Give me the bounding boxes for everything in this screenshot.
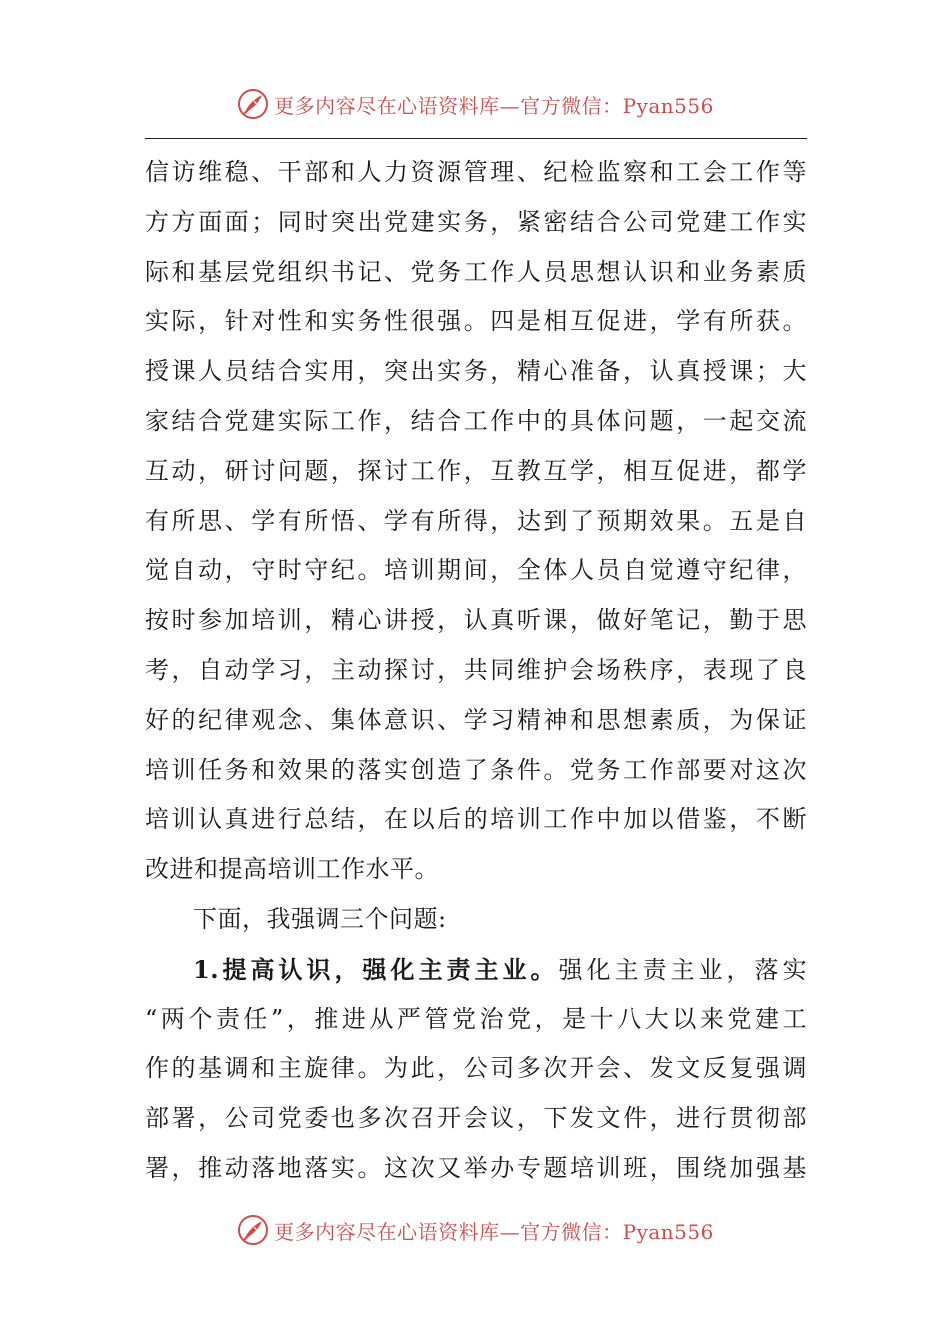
point-1-text: 强化主责主业，落实 [558,955,807,984]
text-line: 署，推动落地落实。这次又举办专题培训班，围绕加强基 [145,1153,807,1182]
text-line: 方方面面；同时突出党建实务，紧密结合公司党建工作实 [145,207,807,236]
text-line: 家结合党建实际工作，结合工作中的具体问题，一起交流 [145,406,807,435]
text-line: 信访维稳、干部和人力资源管理、纪检监察和工会工作等 [145,158,807,186]
quill-pen-logo-icon [236,1213,270,1247]
text-line: 好的纪律观念、集体意识、学习精神和思想素质，为保证 [145,705,807,734]
text-line: 作的基调和主旋律。为此，公司多次开会、发文反复强调 [145,1054,807,1083]
header-watermark [0,86,950,122]
text-line: 实际，针对性和实务性很强。四是相互促进，学有所获。 [145,307,807,336]
text-line: 互动，研讨问题，探讨工作，互教互学，相互促进，都学 [145,456,807,485]
text-line: 培训认真进行总结，在以后的培训工作中加以借鉴，不断 [145,805,807,834]
text-line: “两个责任”，推进从严管党治党，是十八大以来党建工 [145,1004,807,1033]
paragraph-end-line: 改进和提高培训工作水平。 [145,855,439,884]
watermark-text: 更多内容尽在心语资料库—官方微信：Pyan556 [274,93,714,118]
point-1-heading-line [145,945,807,995]
text-line: 觉自动，守时守纪。培训期间，全体人员自觉遵守纪律， [145,556,807,585]
text-line: 有所思、学有所悟、学有所得，达到了预期效果。五是自 [145,506,807,535]
text-line: 考，自动学习，主动探讨，共同维护会场秩序，表现了良 [145,655,807,684]
point-1-heading: 1.提高认识，强化主责主业。 [193,954,559,984]
intro-line: 下面，我强调三个问题: [193,904,447,933]
text-line: 部署，公司党委也多次召开会议，下发文件，进行贯彻部 [145,1104,807,1133]
text-line: 培训任务和效果的落实创造了条件。党务工作部要对这次 [145,755,807,784]
document-body [145,148,807,1194]
text-line: 际和基层党组织书记、党务工作人员思想认识和业务素质 [145,257,807,286]
watermark-text: 更多内容尽在心语资料库—官方微信：Pyan556 [274,1219,714,1244]
text-line: 按时参加培训，精心讲授，认真听课，做好笔记，勤于思 [145,606,807,635]
footer-watermark [0,1212,950,1248]
quill-pen-logo-icon [236,87,270,121]
header-divider [145,138,807,139]
text-line: 授课人员结合实用，突出实务，精心准备，认真授课；大 [145,357,807,386]
